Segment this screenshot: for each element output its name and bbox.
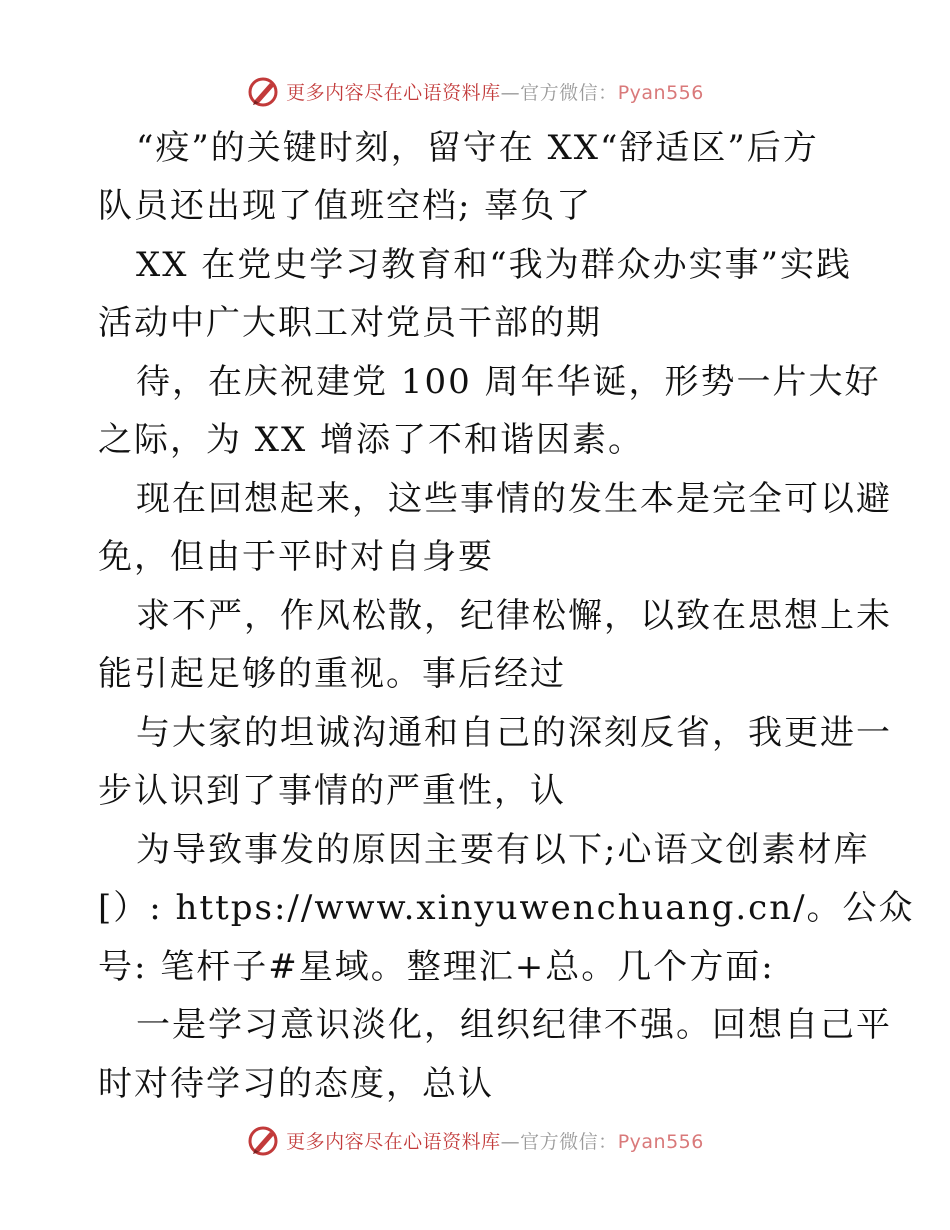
footer-banner-text: [286, 1127, 704, 1154]
header-banner-site: 更多内容尽在心语资料库: [286, 81, 501, 104]
header-banner-text: [286, 78, 704, 105]
body-line: 免，但由于平时对自身要: [98, 537, 494, 577]
body-line: “疫”的关键时刻，留守在 XX“舒适区”后方: [136, 128, 819, 168]
body-line: 步认识到了事情的严重性，认: [98, 771, 566, 811]
body-line: 时对待学习的态度，总认: [98, 1064, 494, 1104]
footer-banner: [0, 1120, 950, 1160]
header-banner: [0, 71, 950, 111]
header-banner-label: 官方微信：: [520, 81, 618, 104]
pen-logo-icon: [246, 1123, 280, 1157]
footer-banner-site: 更多内容尽在心语资料库: [286, 1130, 501, 1153]
body-line: 一是学习意识淡化，组织纪律不强。回想自己平: [136, 1005, 892, 1045]
header-banner-id: Pyan556: [617, 81, 704, 104]
body-line: 现在回想起来，这些事情的发生本是完全可以避: [136, 479, 892, 519]
pen-logo-icon: [246, 74, 280, 108]
body-line: 与大家的坦诚沟通和自己的深刻反省，我更进一: [136, 713, 892, 753]
body-line: 队员还出现了值班空档; 辜负了: [98, 186, 593, 226]
header-banner-dash: —: [500, 81, 521, 104]
body-line: 活动中广大职工对党员干部的期: [98, 303, 602, 343]
body-line: 待，在庆祝建党 100 周年华诞，形势一片大好: [136, 362, 881, 402]
body-line: 求不严，作风松散，纪律松懈，以致在思想上未: [136, 596, 892, 636]
body-line: 为导致事发的原因主要有以下;心语文创素材库: [136, 830, 870, 870]
body-line: 能引起足够的重视。事后经过: [98, 654, 566, 694]
body-line: 号: 笔杆子#星域。整理汇+总。几个方面:: [98, 947, 775, 987]
body-line: XX 在党史学习教育和“我为群众办实事”实践: [136, 245, 852, 285]
footer-banner-dash: —: [500, 1130, 521, 1153]
body-line: 之际，为 XX 增添了不和谐因素。: [98, 420, 645, 460]
footer-banner-id: Pyan556: [617, 1130, 704, 1153]
footer-banner-label: 官方微信：: [520, 1130, 618, 1153]
body-line: [）: https://www.xinyuwenchuang.cn/。公众: [98, 888, 915, 928]
